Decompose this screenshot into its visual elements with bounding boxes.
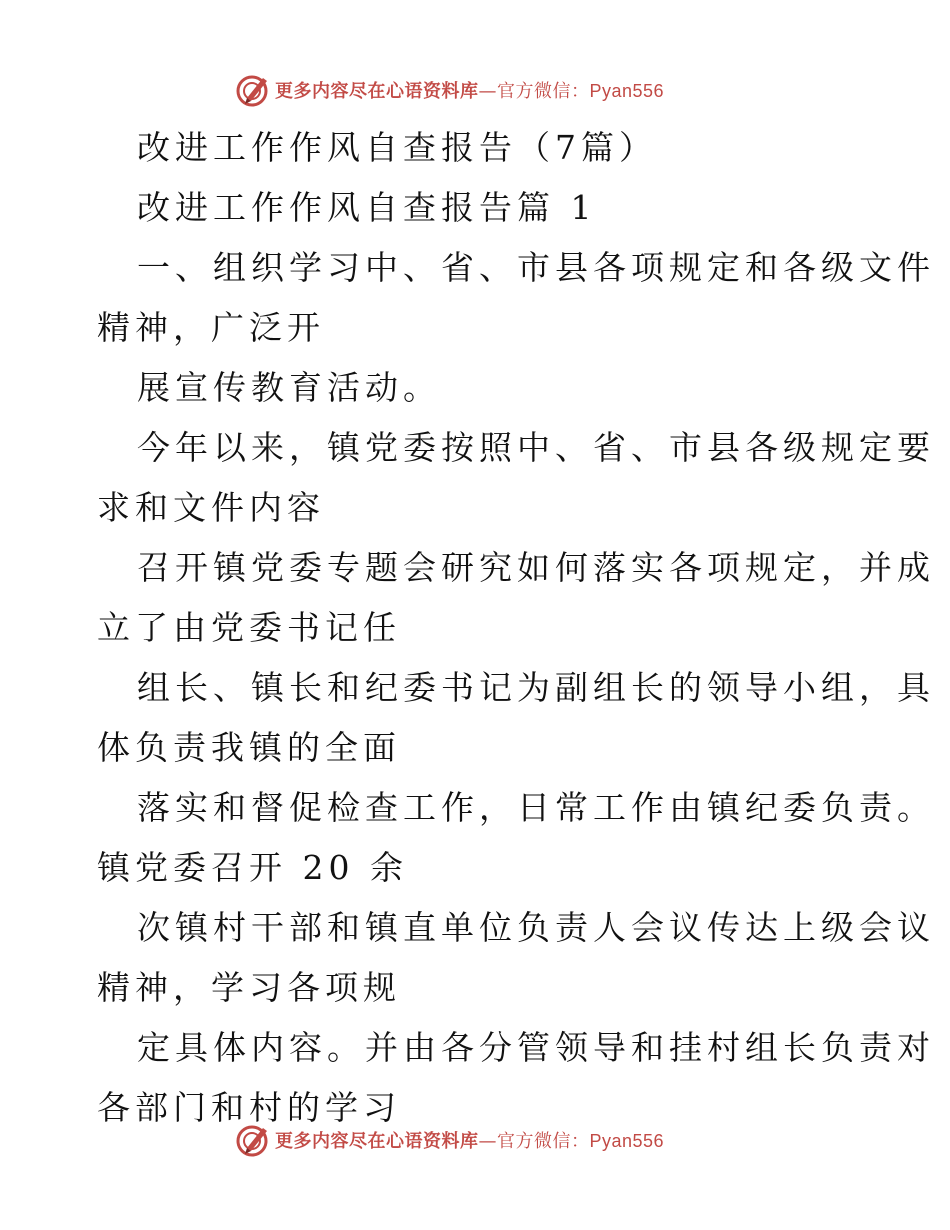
document-title: 改进工作作风自查报告（7篇） (137, 128, 657, 167)
footer-banner-sep: —官方微信： (478, 1131, 590, 1152)
paragraph-line: 定具体内容。并由各分管领导和挂村组长负责对 (137, 1028, 935, 1067)
paragraph-line: 精神，广泛开 (97, 308, 325, 347)
paragraph-line: 落实和督促检查工作，日常工作由镇纪委负责。 (137, 788, 935, 827)
header-banner-main: 更多内容尽在心语资料库 (275, 81, 479, 102)
paragraph-line: 镇党委召开 20 余 (97, 848, 408, 887)
paragraph-line: 次镇村干部和镇直单位负责人会议传达上级会议 (137, 908, 935, 947)
document-body (97, 118, 935, 1138)
paragraph-line: 今年以来，镇党委按照中、省、市县各级规定要 (137, 428, 935, 467)
pen-logo-icon (235, 1122, 271, 1158)
paragraph-line: 一、组织学习中、省、市县各项规定和各级文件 (137, 248, 935, 287)
paragraph-line: 精神，学习各项规 (97, 968, 401, 1007)
paragraph-line: 展宣传教育活动。 (137, 368, 441, 407)
paragraph-line: 各部门和村的学习 (97, 1088, 401, 1127)
document-subtitle: 改进工作作风自查报告篇 1 (137, 188, 597, 227)
header-banner (235, 70, 664, 110)
footer-banner (235, 1120, 664, 1160)
footer-banner-id: Pyan556 (589, 1131, 665, 1151)
paragraph-line: 立了由党委书记任 (97, 608, 401, 647)
header-banner-id: Pyan556 (589, 81, 665, 101)
footer-banner-text (275, 1127, 664, 1153)
paragraph-line: 召开镇党委专题会研究如何落实各项规定，并成 (137, 548, 935, 587)
paragraph-line: 体负责我镇的全面 (97, 728, 401, 767)
paragraph-line: 组长、镇长和纪委书记为副组长的领导小组，具 (137, 668, 935, 707)
header-banner-text (275, 77, 664, 103)
header-banner-sep: —官方微信： (478, 81, 590, 102)
paragraph-line: 求和文件内容 (97, 488, 325, 527)
footer-banner-main: 更多内容尽在心语资料库 (275, 1131, 479, 1152)
pen-logo-icon (235, 72, 271, 108)
